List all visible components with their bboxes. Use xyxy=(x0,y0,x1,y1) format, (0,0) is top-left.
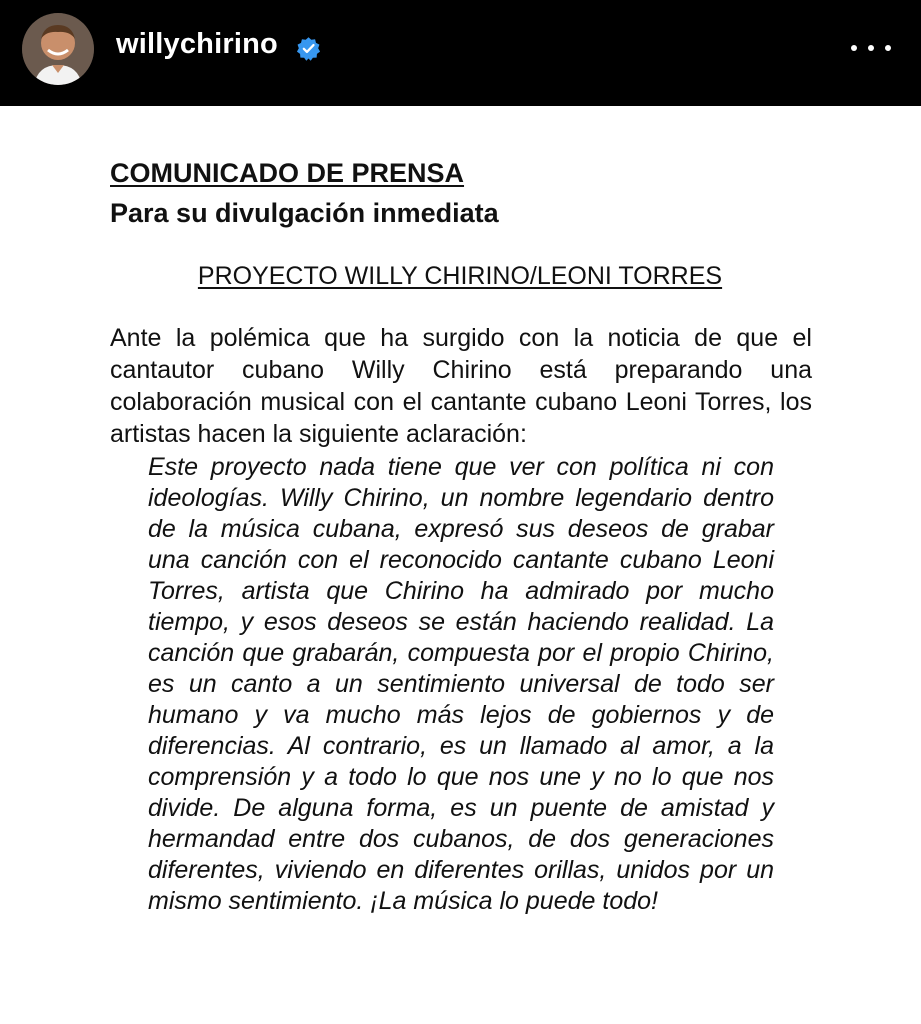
verified-badge-icon xyxy=(296,36,321,61)
quote-paragraph: Este proyecto nada tiene que ver con política ni con ideologías. Willy Chirino, un nombre legendario dentro de la música cubana, expresó sus deseos de grabar una canción con el reconocido cantante cubano Leoni Torres, artista que Chirino ha admirado por mucho tiempo, y esos deseos se están haciendo realidad. La canción que grabarán, compuesta por el propio Chirino, es un canto a un sentimiento universal de todo ser humano y va mucho más lejos de gobiernos y de diferencias. Al contrario, es un llamado al amor, a la comprensión y a todo lo que nos une y no lo que nos divide. De alguna forma, es un puente de amistad y hermandad entre dos cubanos, de dos generaciones diferentes, viviendo en diferentes orillas, unidos por un mismo sentimiento. ¡La música lo puede todo! xyxy=(148,453,774,915)
dot xyxy=(851,45,857,51)
dot xyxy=(868,45,874,51)
dot xyxy=(885,45,891,51)
more-options-icon[interactable] xyxy=(851,36,891,60)
project-heading: PROYECTO WILLY CHIRINO/LEONI TORRES xyxy=(197,262,723,290)
avatar[interactable] xyxy=(22,13,94,85)
profile-avatar-icon xyxy=(22,13,94,85)
document-subtitle: Para su divulgación inmediata xyxy=(110,198,499,228)
username[interactable]: willychirino xyxy=(116,28,278,60)
post-header xyxy=(0,0,921,106)
document-title: COMUNICADO DE PRENSA xyxy=(110,158,465,188)
intro-paragraph: Ante la polémica que ha surgido con la noticia de que el cantautor cubano Willy Chirino está preparando una colaboración musical con el cantante cubano Leoni Torres, los artistas hacen la siguiente aclaración: xyxy=(110,324,812,448)
